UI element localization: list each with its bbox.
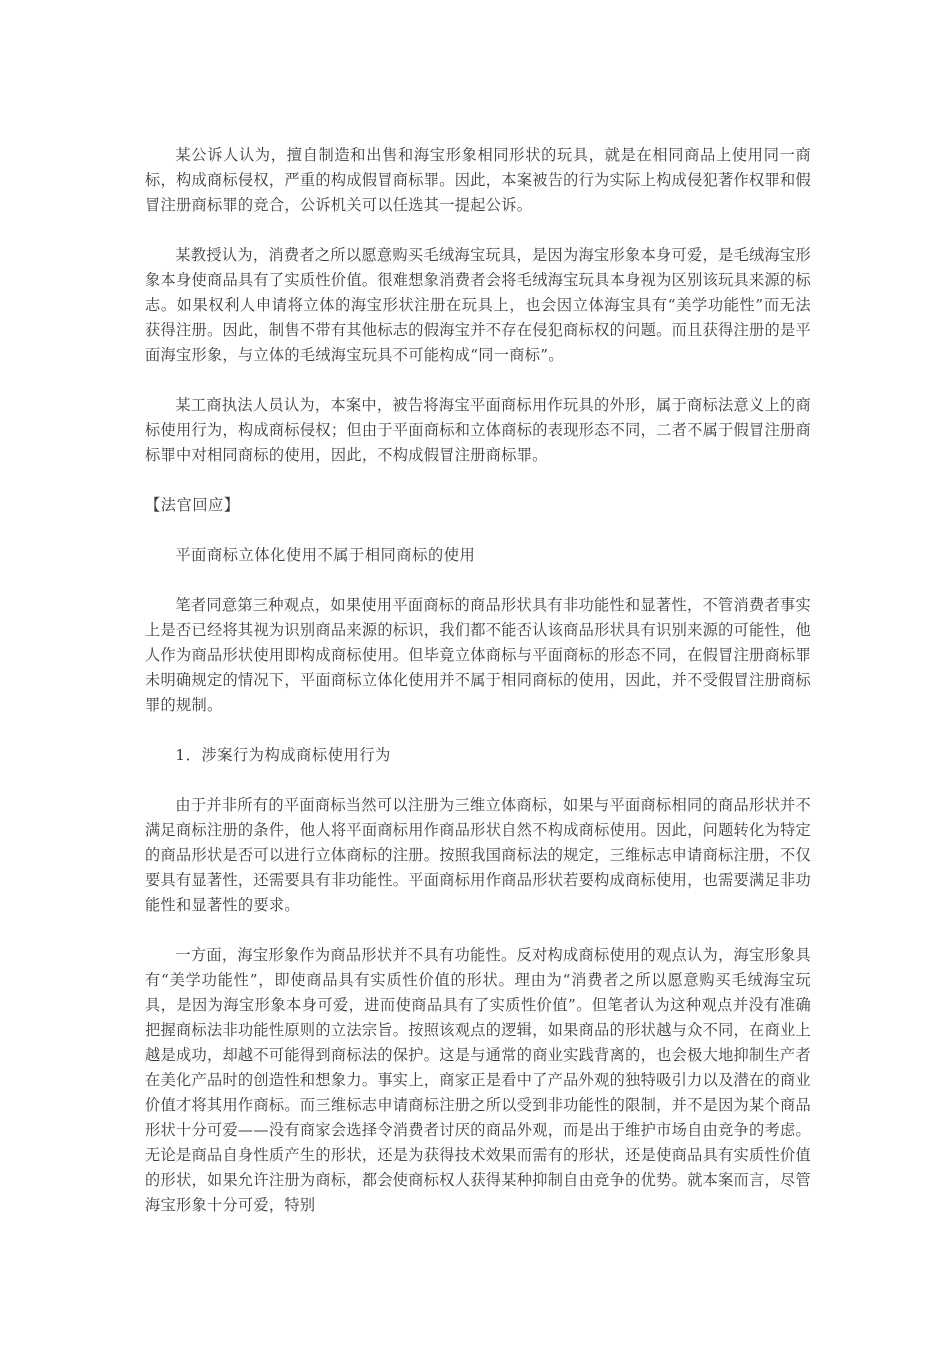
paragraph-registration-analysis: 由于并非所有的平面商标当然可以注册为三维立体商标，如果与平面商标相同的商品形状并不满足商标注册的条件，他人将平面商标用作商品形状自然不构成商标使用。因此，问题转化为特定的商品形状是否可以进行立体商标的注册。按照我国商标法的规定，三维标志申请商标注册，不仅要具有显著性，还需要具有非功能性。平面商标用作商品形状若要构成商标使用，也需要满足非功能性和显著性的要求。 [145, 796, 811, 914]
paragraph-functionality-analysis: 一方面，海宝形象作为商品形状并不具有功能性。反对构成商标使用的观点认为，海宝形象具有“美学功能性”，即使商品具有实质性价值的形状。理由为“消费者之所以愿意购买毛绒海宝玩具，是因为海宝形象本身可爱，进而使商品具有了实质性价值”。但笔者认为这种观点并没有准确把握商标法非功能性原则的立法宗旨。按照该观点的逻辑，如果商品的形状越与众不同，在商业上越是成功，却越不可能得到商标法的保护。这是与通常的商业实践背离的，也会极大地抑制生产者在美化产品时的创造性和想象力。事实上，商家正是看中了产品外观的独特吸引力以及潜在的商业价值才将其用作商标。而三维标志申请商标注册之所以受到非功能性的限制，并不是因为某个商品形状十分可爱——没有商家会选择令消费者讨厌的商品外观，而是出于维护市场自由竞争的考虑。无论是商品自身性质产生的形状，还是为获得技术效果而需有的形状，还是使商品具有实质性价值的形状，如果允许注册为商标，都会使商标权人获得某种抑制自由竞争的优势。就本案而言，尽管海宝形象十分可爱，特别 [145, 946, 811, 1214]
subsection-heading-1: 1．涉案行为构成商标使用行为 [175, 746, 391, 764]
section-subtitle: 平面商标立体化使用不属于相同商标的使用 [175, 546, 476, 564]
paragraph-prosecutor-view: 某公诉人认为，擅自制造和出售和海宝形象相同形状的玩具，就是在相同商品上使用同一商标，构成商标侵权，严重的构成假冒商标罪。因此，本案被告的行为实际上构成侵犯著作权罪和假冒注册商标罪的竞合，公诉机关可以任选其一提起公诉。 [145, 146, 811, 214]
paragraph-enforcement-view: 某工商执法人员认为，本案中，被告将海宝平面商标用作玩具的外形，属于商标法意义上的商标使用行为，构成商标侵权；但由于平面商标和立体商标的表现形态不同，二者不属于假冒注册商标罪中对相同商标的使用，因此，不构成假冒注册商标罪。 [145, 396, 811, 464]
paragraph-author-opinion: 笔者同意第三种观点，如果使用平面商标的商品形状具有非功能性和显著性，不管消费者事实上是否已经将其视为识别商品来源的标识，我们都不能否认该商品形状具有识别来源的可能性，他人作为商品形状使用即构成商标使用。但毕竟立体商标与平面商标的形态不同，在假冒注册商标罪未明确规定的情况下，平面商标立体化使用并不属于相同商标的使用，因此，并不受假冒注册商标罪的规制。 [145, 596, 811, 714]
section-heading-judge-response: 【法官回应】 [145, 496, 240, 514]
document-body [145, 143, 811, 1218]
paragraph-professor-view: 某教授认为，消费者之所以愿意购买毛绒海宝玩具，是因为海宝形象本身可爱，是毛绒海宝形象本身使商品具有了实质性价值。很难想象消费者会将毛绒海宝玩具本身视为区别该玩具来源的标志。如果权利人申请将立体的海宝形状注册在玩具上，也会因立体海宝具有“美学功能性”而无法获得注册。因此，制售不带有其他标志的假海宝并不存在侵犯商标权的问题。而且获得注册的是平面海宝形象，与立体的毛绒海宝玩具不可能构成“同一商标”。 [145, 246, 811, 364]
